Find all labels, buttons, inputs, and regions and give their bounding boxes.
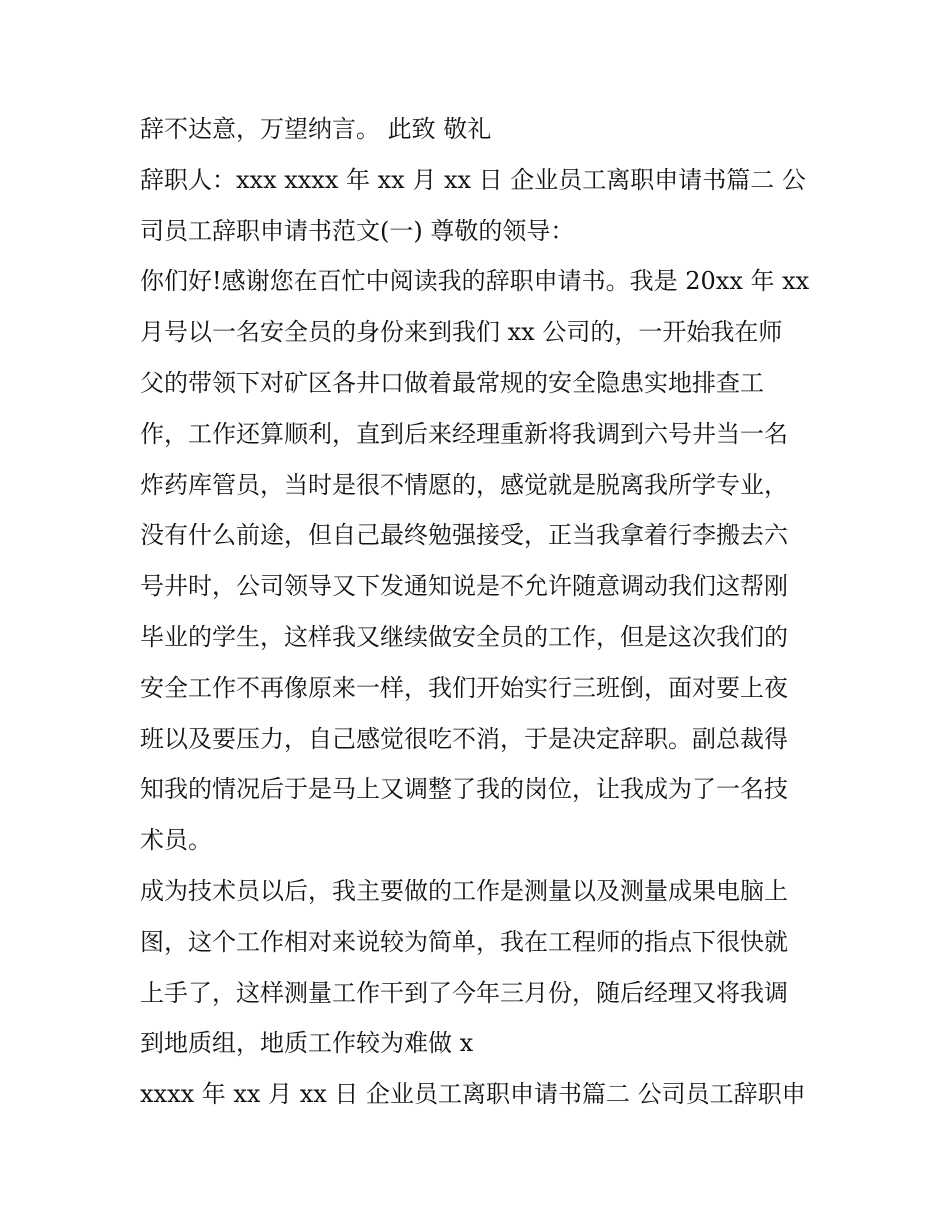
text-line: 班以及要压力，自己感觉很吃不消，于是决定辞职。副总裁得 <box>140 724 788 753</box>
text-line: 成为技术员以后，我主要做的工作是测量以及测量成果电脑上 <box>140 876 788 905</box>
text-line: 作，工作还算顺利，直到后来经理重新将我调到六号井当一名 <box>140 419 788 448</box>
text-line: 月号以一名安全员的身份来到我们 xx 公司的，一开始我在师 <box>140 318 783 347</box>
text-line: 父的带领下对矿区各井口做着最常规的安全隐患实地排查工 <box>140 368 764 397</box>
text-line: 知我的情况后于是马上又调整了我的岗位，让我成为了一名技 <box>140 775 788 804</box>
text-line: 上手了，这样测量工作干到了今年三月份，随后经理又将我调 <box>140 978 788 1007</box>
text-line: 炸药库管员，当时是很不情愿的，感觉就是脱离我所学专业， <box>140 470 788 499</box>
text-line: 你们好!感谢您在百忙中阅读我的辞职申请书。我是 20xx 年 xx <box>140 267 810 296</box>
text-line: xxxx 年 xx 月 xx 日 企业员工离职申请书篇二 公司员工辞职申 <box>140 1080 806 1109</box>
text-line: 术员。 <box>140 826 212 855</box>
text-line: 没有什么前途，但自己最终勉强接受，正当我拿着行李搬去六 <box>140 521 788 550</box>
text-line: 图，这个工作相对来说较为简单，我在工程师的指点下很快就 <box>140 927 788 956</box>
text-line: 辞不达意，万望纳言。 此致 敬礼 <box>140 115 492 143</box>
text-line: 号井时，公司领导又下发通知说是不允许随意调动我们这帮刚 <box>140 572 788 601</box>
text-line: 毕业的学生，这样我又继续做安全员的工作，但是这次我们的 <box>140 622 788 651</box>
text-line: 到地质组，地质工作较为难做 x <box>140 1029 474 1058</box>
text-line: 辞职人：xxx xxxx 年 xx 月 xx 日 企业员工离职申请书篇二 公 <box>140 165 806 194</box>
text-line: 司员工辞职申请书范文(一) 尊敬的领导： <box>140 216 575 245</box>
document-body <box>140 104 820 1120</box>
text-line: 安全工作不再像原来一样，我们开始实行三班倒，面对要上夜 <box>140 673 788 702</box>
